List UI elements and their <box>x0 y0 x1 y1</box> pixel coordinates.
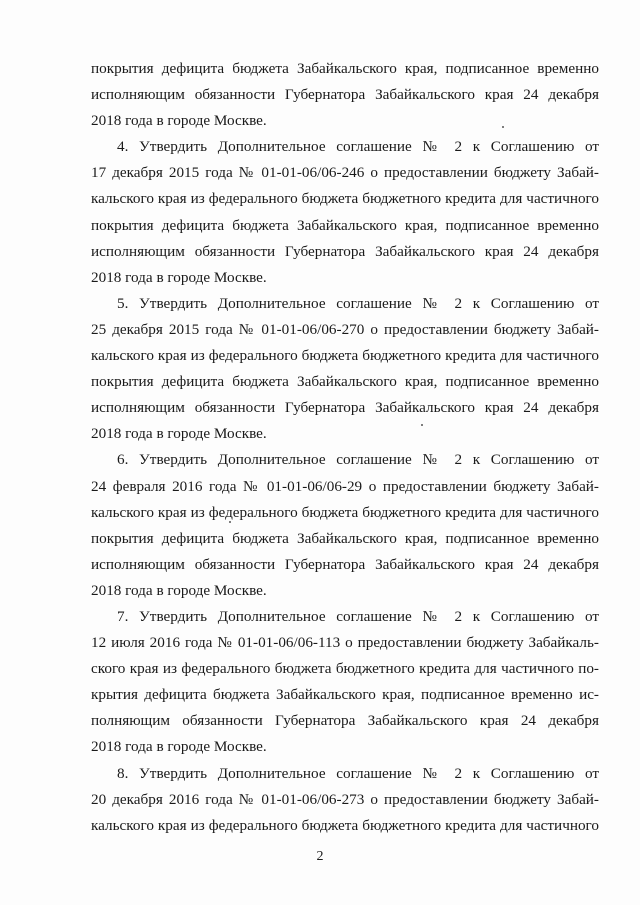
scan-speck <box>229 521 231 523</box>
text-line: исполняющим обязанности Губернатора Забайкальского края 24 декабря <box>91 86 599 104</box>
paragraph-item-6 <box>91 447 599 604</box>
text-line: 24 февраля 2016 года № 01-01-06/06-29 о предоставлении бюджету Забай- <box>91 477 599 495</box>
text-line: 5. Утвердить Дополнительное соглашение № 2 к Соглашению от <box>117 294 599 312</box>
text-line: крытия дефицита бюджета Забайкальского края, подписанное временно ис- <box>91 686 599 704</box>
text-line: 6. Утвердить Дополнительное соглашение № 2 к Соглашению от <box>117 451 599 469</box>
text-line: исполняющим обязанности Губернатора Забайкальского края 24 декабря <box>91 242 599 260</box>
text-line: покрытия дефицита бюджета Забайкальского края, подписанное временно <box>91 60 599 77</box>
text-line: 2018 года в городе Москве. <box>91 738 267 756</box>
text-line: исполняющим обязанности Губернатора Забайкальского края 24 декабря <box>91 399 599 417</box>
text-line: кальского края из федерального бюджета бюджетного кредита для частичного <box>91 816 599 834</box>
text-line: 2018 года в городе Москве. <box>91 268 267 286</box>
text-line: 12 июля 2016 года № 01-01-06/06-113 о предоставлении бюджету Забайкаль- <box>91 634 599 652</box>
document-body <box>91 56 599 839</box>
text-line: 2018 года в городе Москве. <box>91 112 267 130</box>
text-line: исполняющим обязанности Губернатора Забайкальского края 24 декабря <box>91 555 599 573</box>
text-line: 2018 года в городе Москве. <box>91 581 267 599</box>
text-line: кальского края из федерального бюджета бюджетного кредита для частичного <box>91 503 599 521</box>
paragraph-item-8 <box>91 761 599 839</box>
text-line: ского края из федерального бюджета бюджетного кредита для частичного по- <box>91 660 599 678</box>
text-line: 25 декабря 2015 года № 01-01-06/06-270 о предоставлении бюджету Забай- <box>91 320 599 338</box>
paragraph-item-4 <box>91 134 599 291</box>
text-line: 8. Утвердить Дополнительное соглашение № 2 к Соглашению от <box>117 764 599 782</box>
page-number: 2 <box>316 849 324 864</box>
text-line: кальского края из федерального бюджета бюджетного кредита для частичного <box>91 190 599 208</box>
text-line: покрытия дефицита бюджета Забайкальского края, подписанное временно <box>91 373 599 391</box>
paragraph-continuation <box>91 56 599 134</box>
paragraph-item-5 <box>91 291 599 448</box>
text-line: 17 декабря 2015 года № 01-01-06/06-246 о предоставлении бюджету Забай- <box>91 164 599 182</box>
text-line: 20 декабря 2016 года № 01-01-06/06-273 о предоставлении бюджету Забай- <box>91 790 599 808</box>
text-line: покрытия дефицита бюджета Забайкальского края, подписанное временно <box>91 216 599 234</box>
scan-speck <box>502 126 504 128</box>
text-line: покрытия дефицита бюджета Забайкальского края, подписанное временно <box>91 529 599 547</box>
text-line: 4. Утвердить Дополнительное соглашение № 2 к Соглашению от <box>117 138 599 156</box>
text-line: кальского края из федерального бюджета бюджетного кредита для частичного <box>91 347 599 365</box>
text-line: полняющим обязанности Губернатора Забайкальского края 24 декабря <box>91 712 599 730</box>
text-line: 2018 года в городе Москве. <box>91 425 267 443</box>
scan-speck <box>421 424 423 426</box>
paragraph-item-7 <box>91 604 599 761</box>
text-line: 7. Утвердить Дополнительное соглашение № 2 к Соглашению от <box>117 607 599 625</box>
